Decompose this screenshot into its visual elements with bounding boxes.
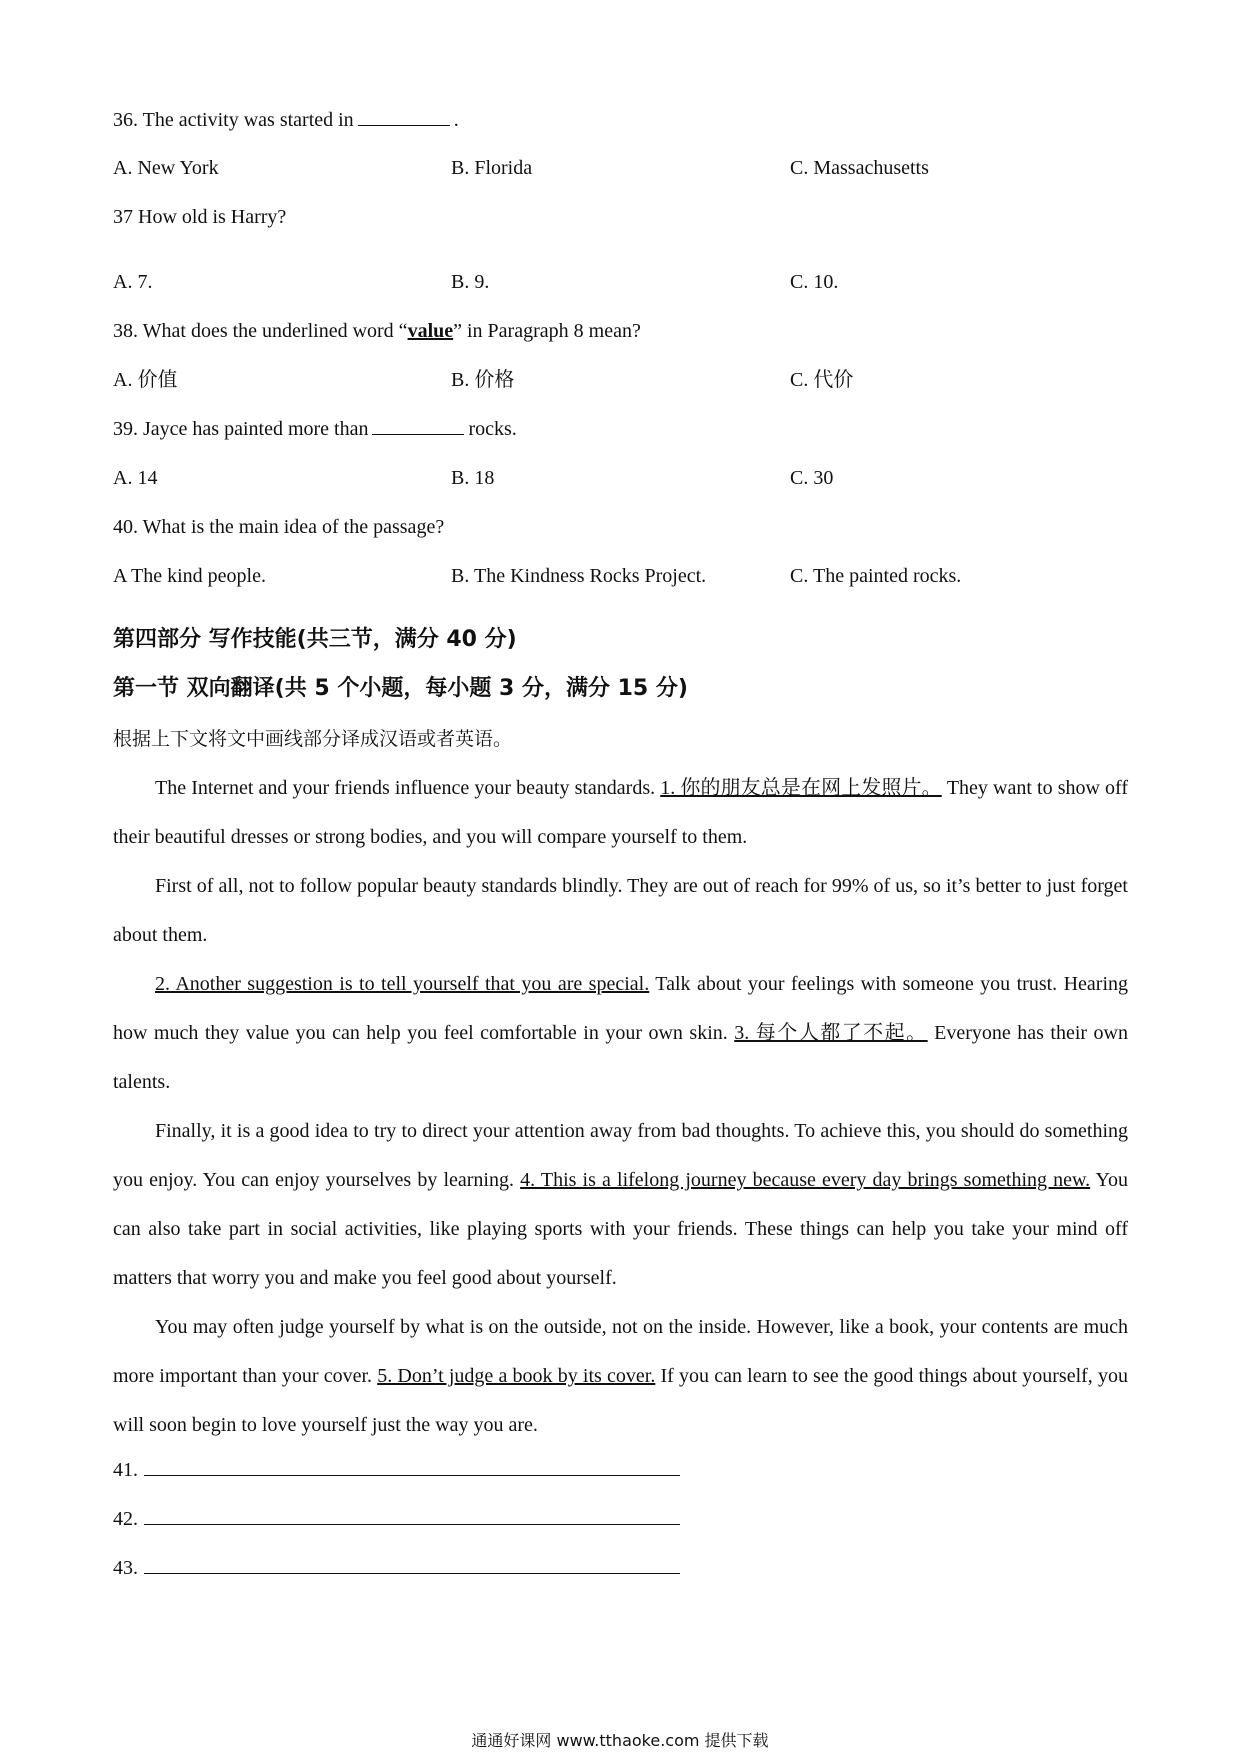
question-39: 39. Jayce has painted more than rocks.: [113, 418, 517, 440]
answer-line-41[interactable]: 41.: [113, 1455, 680, 1484]
instruction-text: 根据上下文将文中画线部分译成汉语或者英语。: [113, 728, 513, 750]
option-b: B. The Kindness Rocks Project.: [451, 565, 707, 587]
option-c: C. 30: [790, 467, 834, 489]
question-40: 40. What is the main idea of the passage?: [113, 516, 445, 538]
answer-line-42[interactable]: 42.: [113, 1504, 680, 1533]
part-heading: 第四部分 写作技能(共三节，满分 40 分): [113, 627, 517, 652]
passage-paragraph-3: 2. Another suggestion is to tell yourself that you are special. Talk about your feelings with someone you trust. Hearing how much they value you can help you feel comfortable in your own skin. 3. 每个人都了不起。 Everyone has their own talents.: [113, 973, 1129, 1093]
answer-line-43[interactable]: 43.: [113, 1553, 680, 1582]
underlined-sentence-5: 5. Don’t judge a book by its cover.: [377, 1365, 656, 1387]
passage-paragraph-2: First of all, not to follow popular beauty standards blindly. They are out of reach for 99% of us, so it’s better to just forget about them.: [113, 875, 1128, 946]
option-b: B. 9.: [451, 271, 490, 293]
underlined-sentence-3: 3. 每个人都了不起。: [734, 1022, 928, 1044]
question-stem: 36. The activity was started in: [113, 109, 354, 131]
option-a: A. 7.: [113, 271, 153, 293]
footer-watermark: 通通好课网 www.tthaoke.com 提供下载: [471, 1731, 769, 1750]
option-a: A. 价值: [113, 369, 178, 391]
underlined-sentence-4: 4. This is a lifelong journey because every day brings something new.: [520, 1169, 1091, 1191]
section-heading: 第一节 双向翻译(共 5 个小题，每小题 3 分，满分 15 分): [113, 676, 688, 701]
option-b: B. 价格: [451, 369, 515, 391]
question-38: 38. What does the underlined word “value” in Paragraph 8 mean?: [113, 320, 641, 342]
option-a: A. 14: [113, 467, 158, 489]
option-c: C. The painted rocks.: [790, 565, 962, 587]
option-a: A The kind people.: [113, 565, 266, 587]
question-37: 37 How old is Harry?: [113, 206, 287, 228]
answer-blank: [358, 107, 450, 126]
underlined-sentence-1: 1. 你的朋友总是在网上发照片。: [660, 777, 942, 799]
option-c: C. Massachusetts: [790, 157, 929, 179]
option-b: B. Florida: [451, 157, 533, 179]
option-a: A. New York: [113, 157, 219, 179]
option-c: C. 代价: [790, 369, 854, 391]
underlined-sentence-2: 2. Another suggestion is to tell yourself that you are special.: [155, 973, 650, 995]
option-b: B. 18: [451, 467, 495, 489]
underlined-word: value: [407, 320, 454, 342]
passage-paragraph-1: The Internet and your friends influence your beauty standards. 1. 你的朋友总是在网上发照片。 They want to show off their beautiful dresses or strong bodies, and you will compare yourself to them.: [113, 777, 1128, 848]
passage-paragraph-5: You may often judge yourself by what is on the outside, not on the inside. However, like a book, your contents are much more important than your cover. 5. Don’t judge a book by its cover. If you can learn to see the good things about yourself, you will soon begin to love yourself just the way you are.: [113, 1316, 1128, 1436]
answer-blank: [372, 416, 464, 435]
question-36: 36. The activity was started in .: [113, 109, 459, 131]
option-c: C. 10.: [790, 271, 839, 293]
passage-paragraph-4: Finally, it is a good idea to try to direct your attention away from bad thoughts. To achieve this, you should do something you enjoy. You can enjoy yourselves by learning. 4. This is a lifelong journey because every day brings something new. You can also take part in social activities, like playing sports with your friends. These things can help you take your mind off matters that worry you and make you feel good about yourself.: [113, 1120, 1128, 1289]
